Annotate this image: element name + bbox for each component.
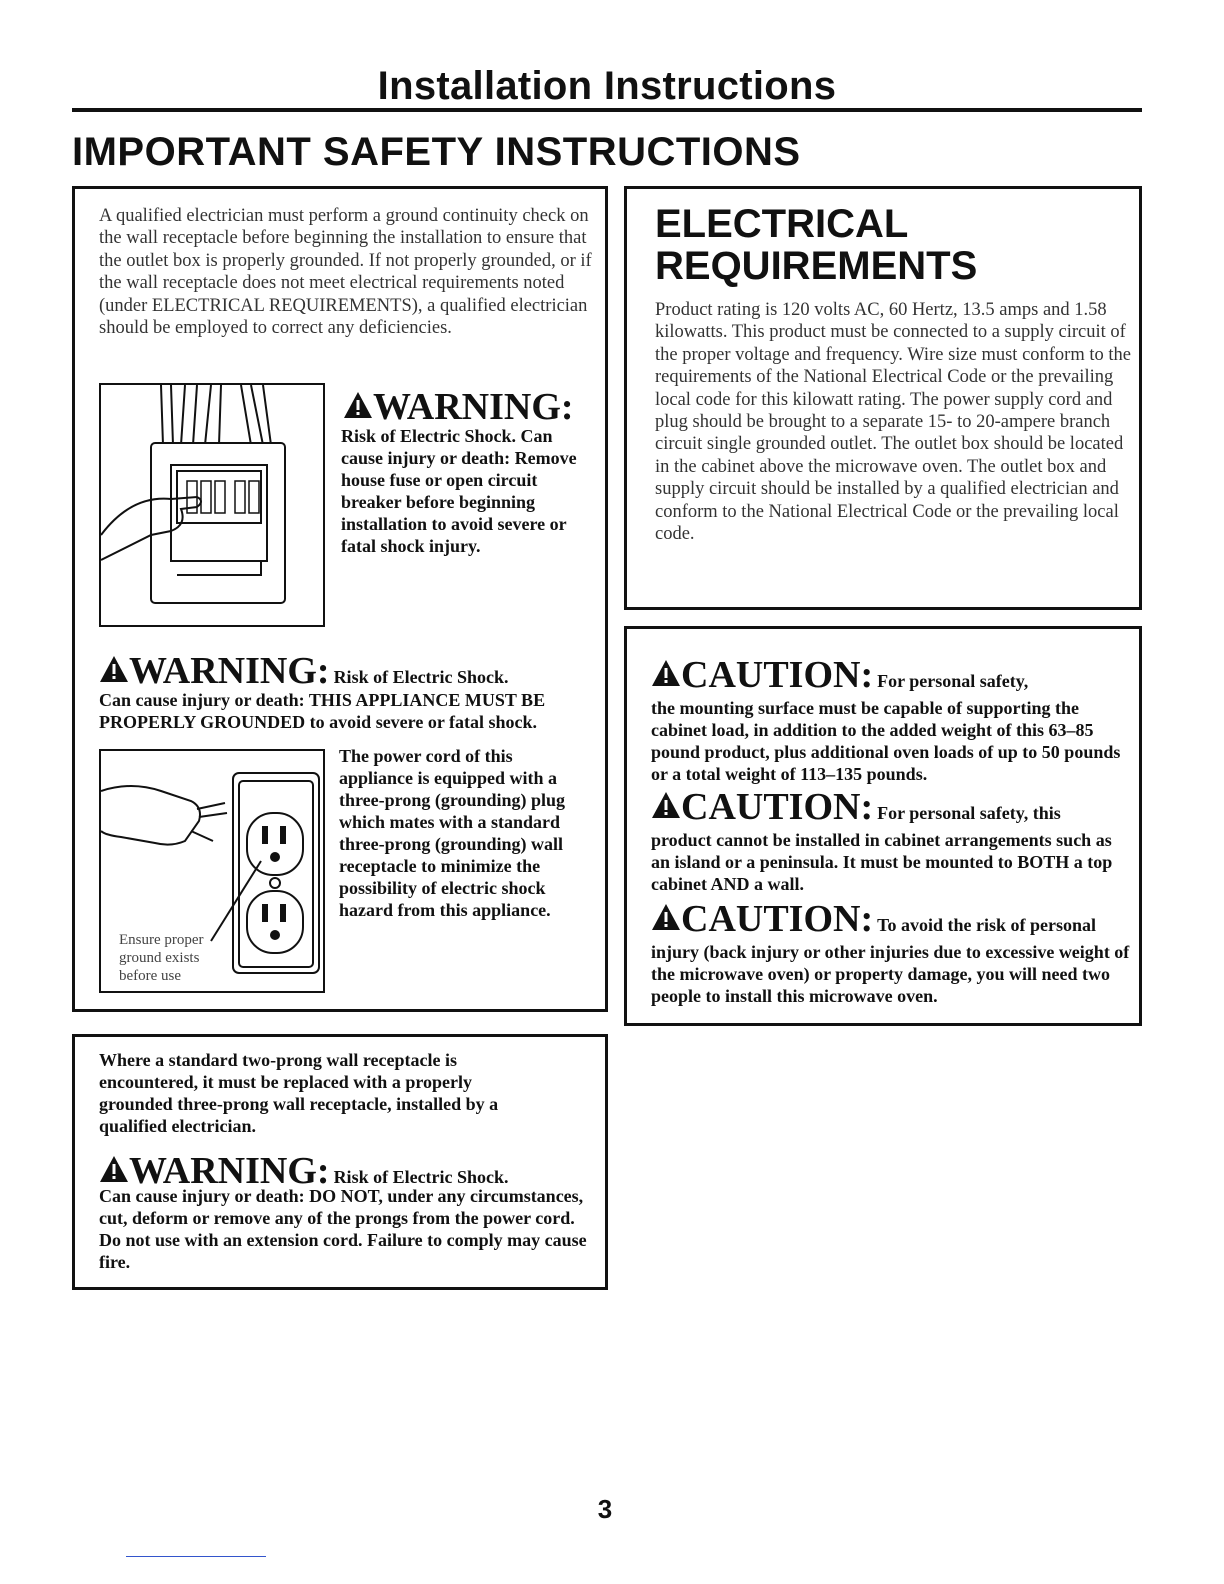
electrical-paragraph: Product rating is 120 volts AC, 60 Hertz, 13.5 amps and 1.58 kilowatts. This product must be connected to a supply circuit of the proper voltage and frequency. Wire size must conform to the requirements of the National Electrical Code or the prevailing local code for this kilowatt rating. The power supply cord and plug should be brought to a separate 15- to 20-ampere branch circuit single grounded outlet. The outlet box should be located in the cabinet above the microwave oven. The outlet box and supply circuit should be installed by a qualified electrician and conform to the National Electrical Code or the prevailing local code.	[655, 300, 1131, 545]
warning-triangle-icon	[343, 391, 373, 419]
outlet-caption	[119, 931, 204, 985]
caution-1-heading	[651, 653, 1135, 697]
bottom-warning-lead: Risk of Electric Shock.	[333, 1167, 509, 1187]
warning2-lead: Risk of Electric Shock.	[333, 667, 509, 687]
caution-1-label: CAUTION:	[681, 654, 874, 696]
warning-triangle-icon	[651, 659, 681, 687]
caution-1-text: the mounting surface must be capable of supporting the cabinet load, in addition to the added weight of this 63–85 pound product, plus additional oven loads of up to 50 pounds or a total weight of 113–135 pounds.	[651, 698, 1121, 784]
warning1-label: WARNING:	[373, 386, 574, 428]
caption-line-2: ground exists	[119, 950, 200, 966]
caption-line-1: Ensure proper	[119, 932, 204, 948]
electrical-title-line1: ELECTRICAL	[655, 202, 909, 246]
caption-line-3: before use	[119, 968, 182, 984]
intro-paragraph: A qualified electrician must perform a ground continuity check on the wall receptacle before beginning the installation to ensure that the outlet box is properly grounded. If not properly grounded, or if the wall receptacle does not meet electrical requirements noted (under ELECTRICAL REQUIREMENTS), a qualified electrician should be employed to correct any deficiencies.	[99, 206, 592, 339]
electrical-title-line2: REQUIREMENTS	[655, 244, 978, 288]
breaker-panel-illustration	[101, 385, 323, 625]
warning-triangle-icon	[651, 903, 681, 931]
caution-3	[651, 897, 1135, 1007]
electrical-requirements-box	[624, 186, 1142, 610]
warning2-heading	[99, 649, 599, 693]
caution-2-lead: For personal safety, this	[877, 803, 1061, 823]
caution-3-heading	[651, 897, 1135, 941]
caution-2-heading	[651, 785, 1135, 829]
electrical-title	[655, 203, 977, 287]
warning1-heading	[343, 385, 603, 429]
bottom-warning-text: Can cause injury or death: DO NOT, under any circumstances, cut, deform or remove any of the prongs from the power cord. Do not use with an extension cord. Failure to comply may cause fire.	[99, 1186, 587, 1272]
left-safety-box	[72, 186, 608, 1012]
warning2-label: WARNING:	[129, 650, 330, 692]
two-prong-warning-box	[72, 1034, 608, 1290]
page-header-title: Installation Instructions	[377, 64, 837, 108]
warning1-text: Risk of Electric Shock. Can cause injury or death: Remove house fuse or open circuit breaker before beginning installation to avoid severe or fatal shock injury.	[341, 426, 577, 556]
warning-triangle-icon	[99, 1155, 129, 1183]
power-cord-text: The power cord of this appliance is equipped with a three-prong (grounding) plug which mates with a standard three-prong (grounding) wall receptacle to minimize the possibility of electric shock hazard from this appliance.	[339, 746, 566, 920]
two-prong-paragraph: Where a standard two-prong wall receptacle is encountered, it must be replaced with a properly grounded three-prong wall receptacle, installed by a qualified electrician.	[99, 1050, 499, 1136]
caution-2-text: product cannot be installed in cabinet arrangements such as an island or a peninsula. It must be mounted to BOTH a top cabinet AND a wall.	[651, 830, 1113, 894]
caution-3-label: CAUTION:	[681, 898, 874, 940]
breaker-panel-figure	[99, 383, 325, 627]
footer-line	[126, 1556, 266, 1557]
caution-2-label: CAUTION:	[681, 786, 874, 828]
page-number: 3	[597, 1494, 613, 1524]
header-rule	[72, 108, 1142, 112]
warning-triangle-icon	[99, 655, 129, 683]
caution-3-text: injury (back injury or other injuries due to excessive weight of the microwave oven) or property damage, you will need two people to install this microwave oven.	[651, 942, 1130, 1006]
warning2-text: Can cause injury or death: THIS APPLIANCE MUST BE PROPERLY GROUNDED to avoid severe or fatal shock.	[99, 690, 546, 732]
bottom-warning-label: WARNING:	[129, 1150, 330, 1192]
caution-3-lead: To avoid the risk of personal	[877, 915, 1096, 935]
warning-triangle-icon	[651, 791, 681, 819]
main-title: IMPORTANT SAFETY INSTRUCTIONS	[72, 130, 801, 174]
cautions-box	[624, 626, 1142, 1026]
caution-1-lead: For personal safety,	[877, 671, 1029, 691]
caution-1	[651, 653, 1135, 785]
caution-2	[651, 785, 1135, 895]
